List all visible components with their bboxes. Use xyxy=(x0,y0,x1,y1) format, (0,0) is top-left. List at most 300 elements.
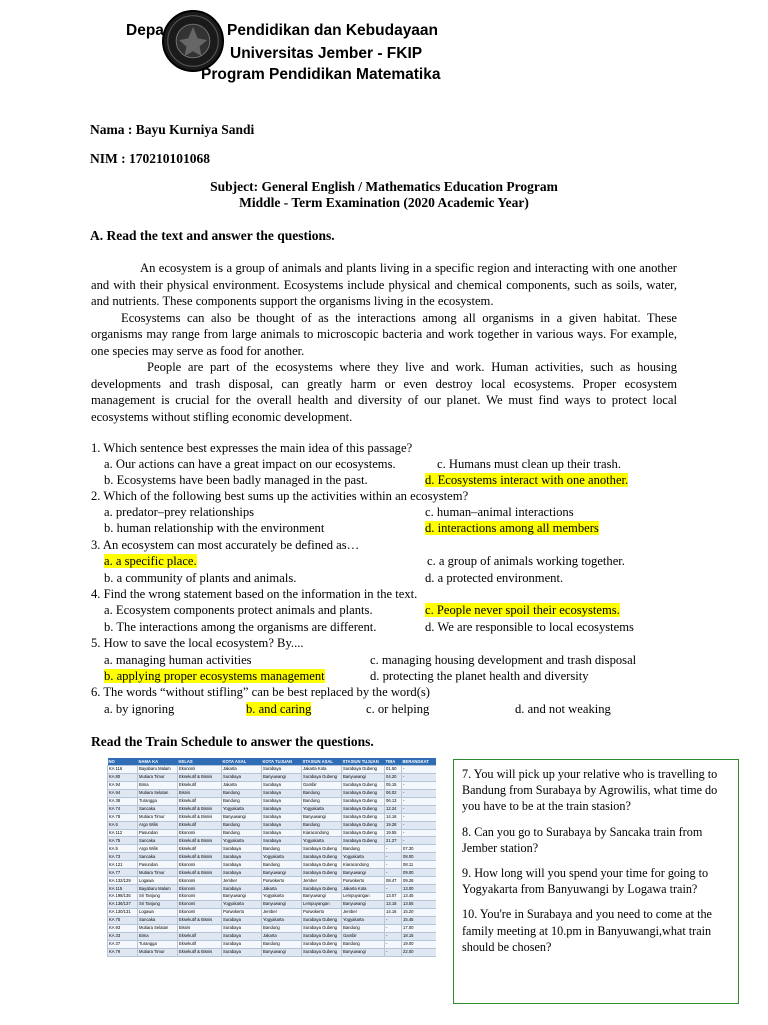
q2-option-d-answer: d. interactions among all members xyxy=(425,521,599,535)
table-cell: Purwokerto xyxy=(302,908,342,916)
table-cell: Yogyakarta xyxy=(302,805,342,813)
table-cell: Argo Wilis xyxy=(138,845,178,853)
q1-option-d-answer: d. Ecosystems interact with one another. xyxy=(425,473,629,487)
passage-paragraph-2: Ecosystems can also be thought of as the interactions among all organisms in a given habitat. These organisms may range from large animals to microscopic bacteria and work together in various ways. For example, one species may serve as food for another. xyxy=(91,310,677,358)
table-cell: 17.00 xyxy=(402,924,437,932)
table-cell: KA 132/129 xyxy=(108,877,138,885)
table-cell: Surabaya xyxy=(222,932,262,940)
table-cell: Surabaya xyxy=(262,821,302,829)
train-question-number: 7. xyxy=(462,767,472,781)
table-cell: - xyxy=(385,916,402,924)
table-cell: 19.28 xyxy=(385,821,402,829)
schedule-header-cell: KOTA ASAL xyxy=(222,758,262,766)
q6-option-a: a. by ignoring xyxy=(104,702,175,716)
passage-paragraph-1: An ecosystem is a group of animals and plants living in a specific region and interacting with one another and with their physical environment. Ecosystems include physical and chemical components, such as soils, water, and nutrients. These components support the organisms living in the ecosystem. xyxy=(91,261,677,308)
table-cell: Surabaya xyxy=(262,797,302,805)
q1-option-c: c. Humans must clean up their trash. xyxy=(437,457,621,471)
schedule-header-cell: NAMA KA xyxy=(138,758,178,766)
table-cell: Jakarta xyxy=(262,932,302,940)
table-cell: KA 198/135 xyxy=(108,893,138,901)
table-cell: Mutiara Timur xyxy=(138,773,178,781)
table-cell: Eksekutif & Bisnis xyxy=(178,916,222,924)
table-cell: Banyuwangi xyxy=(262,900,302,908)
table-cell: 19.00 xyxy=(402,940,437,948)
table-cell: Banyuwangi xyxy=(342,869,385,877)
table-cell: Logawa xyxy=(138,877,178,885)
table-cell: KA 6 xyxy=(108,821,138,829)
schedule-header-cell: KOTA TUJUAN xyxy=(262,758,302,766)
table-cell: 08.11 xyxy=(402,861,437,869)
table-cell: Kiaracondong xyxy=(302,829,342,837)
table-cell: KA 112 xyxy=(108,829,138,837)
table-row xyxy=(108,885,437,893)
table-cell: KA 79 xyxy=(108,948,138,956)
table-cell: Mutiara Timur xyxy=(138,813,178,821)
table-cell: Eksekutif xyxy=(178,821,222,829)
table-cell: Surabaya xyxy=(262,789,302,797)
passage-paragraph-3: People are part of the ecosystems where they live and work. Human activities, such as housing developments and trash disposal, can greatly harm or even destroy local ecosystems. Proper ecosystem management is crucial for the overall health and diversity of our planet. We must find ways to protect local ecosystems without stifling economic development. xyxy=(91,360,677,424)
table-cell: - xyxy=(402,766,437,774)
table-cell: - xyxy=(385,940,402,948)
table-cell: Bandung xyxy=(302,797,342,805)
table-cell: KA 78 xyxy=(108,813,138,821)
table-cell: Eksekutif xyxy=(178,781,222,789)
table-cell: 06.02 xyxy=(385,789,402,797)
q5-option-b-answer: b. applying proper ecosystems management xyxy=(104,669,325,683)
table-cell: - xyxy=(385,845,402,853)
table-cell: Surabaya xyxy=(262,805,302,813)
q1-option-a: a. Our actions can have a great impact on our ecosystems. xyxy=(104,457,396,471)
table-cell: Bima xyxy=(138,781,178,789)
table-cell: Surabaya xyxy=(222,948,262,956)
table-cell: Sancaka xyxy=(138,837,178,845)
question-4: 4. Find the wrong statement based on the information in the text. xyxy=(91,587,418,601)
train-question-number: 9. xyxy=(462,866,472,881)
q5-option-c: c. managing housing development and trash disposal xyxy=(370,653,637,667)
table-row xyxy=(108,781,437,789)
table-row xyxy=(108,773,437,781)
table-cell: 12.24 xyxy=(385,805,402,813)
table-cell: - xyxy=(402,781,437,789)
table-cell: Bisnis xyxy=(178,789,222,797)
table-cell: Surabaya xyxy=(262,781,302,789)
q3-option-c: c. a group of animals working together. xyxy=(427,554,625,568)
question-6: 6. The words “without stifling” can be best replaced by the word(s) xyxy=(91,685,431,699)
table-cell: Surabaya xyxy=(222,861,262,869)
q2-option-c: c. human–animal interactions xyxy=(425,505,574,519)
table-cell: KA 5 xyxy=(108,845,138,853)
table-cell: 18.15 xyxy=(402,932,437,940)
table-row xyxy=(108,821,437,829)
table-cell: Banyuwangi xyxy=(342,773,385,781)
table-row xyxy=(108,924,437,932)
table-cell: Bandung xyxy=(222,789,262,797)
table-cell: Surabaya Gubeng xyxy=(302,869,342,877)
table-cell: Banyuwangi xyxy=(302,813,342,821)
table-cell: Yogyakarta xyxy=(222,837,262,845)
question-2: 2. Which of the following best sums up the activities within an ecosystem? xyxy=(91,489,469,503)
table-cell: Banyuwangi xyxy=(342,948,385,956)
schedule-header-row xyxy=(108,758,437,766)
table-cell: Eksekutif xyxy=(178,940,222,948)
table-cell: 07.30 xyxy=(402,845,437,853)
table-cell: Bandung xyxy=(342,940,385,948)
table-cell: Turangga xyxy=(138,940,178,948)
table-cell: 04.20 xyxy=(385,773,402,781)
table-cell: - xyxy=(402,789,437,797)
table-cell: Surabaya Gubeng xyxy=(302,885,342,893)
train-question-10 xyxy=(462,906,730,955)
table-cell: Surabaya Gubeng xyxy=(302,932,342,940)
table-row xyxy=(108,789,437,797)
table-cell: KA 136/137 xyxy=(108,900,138,908)
table-cell: Surabaya xyxy=(222,940,262,948)
schedule-header-cell: KELAS xyxy=(178,758,222,766)
table-cell: Banyuwangi xyxy=(262,948,302,956)
table-cell: KA 74 xyxy=(108,805,138,813)
table-cell: - xyxy=(402,813,437,821)
q6-option-d: d. and not weaking xyxy=(515,702,611,716)
table-cell: Bandung xyxy=(262,924,302,932)
train-questions-box xyxy=(453,759,739,1004)
table-cell: Surabaya Gubeng xyxy=(302,861,342,869)
table-cell: Surabaya xyxy=(262,837,302,845)
table-row xyxy=(108,940,437,948)
train-question-text: You will pick up your relative who is travelling to Bandung from Surabaya by Agrowilis, what time do you have to be at the train stasion? xyxy=(462,767,718,814)
table-cell: Surabaya Gubeng xyxy=(342,797,385,805)
table-cell: Surabaya xyxy=(262,813,302,821)
table-cell: 06.13 xyxy=(385,797,402,805)
table-cell: Jakarta xyxy=(222,781,262,789)
table-cell: - xyxy=(385,853,402,861)
table-cell: Surabaya Gubeng xyxy=(342,821,385,829)
table-cell: Sri Tanjung xyxy=(138,893,178,901)
table-cell: Bandung xyxy=(222,829,262,837)
question-1: 1. Which sentence best expresses the main idea of this passage? xyxy=(91,441,413,455)
table-cell: 21.27 xyxy=(385,837,402,845)
table-cell: Surabaya xyxy=(222,924,262,932)
table-row xyxy=(108,797,437,805)
schedule-header-cell: NO xyxy=(108,758,138,766)
table-cell: Sri Tanjung xyxy=(138,900,178,908)
table-cell: Kiaracondong xyxy=(342,861,385,869)
table-cell: Ekonomi xyxy=(178,908,222,916)
table-cell: KA 73 xyxy=(108,853,138,861)
table-cell: Eksekutif & Bisnis xyxy=(178,869,222,877)
table-row xyxy=(108,766,437,774)
table-cell: Purwokerto xyxy=(342,877,385,885)
table-cell: 13.45 xyxy=(402,893,437,901)
table-row xyxy=(108,845,437,853)
table-cell: 15.45 xyxy=(402,916,437,924)
student-nim: NIM : 170210101068 xyxy=(90,151,210,166)
table-cell: Logawa xyxy=(138,908,178,916)
table-cell: 09.28 xyxy=(402,877,437,885)
table-cell: Jakarta xyxy=(262,885,302,893)
table-cell: KA 80 xyxy=(108,773,138,781)
table-cell: 15.20 xyxy=(402,908,437,916)
table-cell: Mutiara Selatan xyxy=(138,789,178,797)
train-question-text: Can you go to Surabaya by Sancaka train from Jember station? xyxy=(462,824,703,855)
table-cell: Jember xyxy=(222,877,262,885)
table-cell: Surabaya xyxy=(222,845,262,853)
table-cell: Jakarta Kota xyxy=(342,885,385,893)
table-cell: Surabaya Gubeng xyxy=(342,789,385,797)
table-cell: - xyxy=(402,821,437,829)
table-row xyxy=(108,932,437,940)
table-cell: Yogyakarta xyxy=(342,853,385,861)
table-cell: 19.55 xyxy=(385,829,402,837)
table-cell: Eksekutif xyxy=(178,845,222,853)
table-cell: 14.16 xyxy=(385,813,402,821)
train-section-title: Read the Train Schedule to answer the questions. xyxy=(91,734,374,749)
table-cell: Bandung xyxy=(222,821,262,829)
table-cell: KA 94 xyxy=(108,789,138,797)
table-cell: Mutiara Timur xyxy=(138,948,178,956)
table-cell: Bandung xyxy=(262,940,302,948)
table-cell: 22.00 xyxy=(402,948,437,956)
table-cell: Surabaya xyxy=(222,869,262,877)
q5-option-d: d. protecting the planet health and diversity xyxy=(370,669,589,683)
table-cell: Yogyakarta xyxy=(222,805,262,813)
table-row xyxy=(108,900,437,908)
table-cell: - xyxy=(402,805,437,813)
table-cell: Banyuwangi xyxy=(222,893,262,901)
table-cell: Banyuwangi xyxy=(302,893,342,901)
table-row xyxy=(108,805,437,813)
schedule-header-cell: BERANGKAT xyxy=(402,758,437,766)
q6-option-c: c. or helping xyxy=(366,702,430,716)
table-cell: KA 116 xyxy=(108,766,138,774)
table-cell: Bisnis xyxy=(178,924,222,932)
table-cell: Ekonomi xyxy=(178,885,222,893)
table-cell: Mutiara Selatan xyxy=(138,924,178,932)
question-3: 3. An ecosystem can most accurately be defined as… xyxy=(91,538,360,552)
table-cell: Eksekutif & Bisnis xyxy=(178,948,222,956)
table-cell: Yogyakarta xyxy=(342,916,385,924)
table-row xyxy=(108,893,437,901)
table-cell: Ekonomi xyxy=(178,766,222,774)
table-cell: Bandung xyxy=(222,797,262,805)
table-cell: Eksekutif & Bisnis xyxy=(178,853,222,861)
table-cell: Eksekutif xyxy=(178,797,222,805)
table-cell: Surabaya Gubeng xyxy=(302,948,342,956)
table-cell: Surabaya Gubeng xyxy=(302,853,342,861)
table-cell: - xyxy=(402,837,437,845)
table-cell: Bandung xyxy=(302,821,342,829)
university-seal-icon xyxy=(164,12,222,70)
table-cell: 13.00 xyxy=(402,885,437,893)
train-question-7 xyxy=(462,766,730,815)
table-cell: 13.18 xyxy=(385,900,402,908)
table-cell: Bandung xyxy=(342,845,385,853)
q4-option-d: d. We are responsible to local ecosystems xyxy=(425,620,634,634)
table-cell: 09.00 xyxy=(402,869,437,877)
table-cell: Ekonomi xyxy=(178,877,222,885)
table-cell: - xyxy=(385,869,402,877)
table-cell: 14.16 xyxy=(385,908,402,916)
train-schedule-table xyxy=(107,758,436,957)
table-row xyxy=(108,948,437,956)
table-cell: Sancaka xyxy=(138,853,178,861)
table-cell: Jakarta Kota xyxy=(302,766,342,774)
exam-subject: Subject: General English / Mathematics Education Program xyxy=(210,179,558,194)
table-cell: Surabaya xyxy=(222,916,262,924)
table-cell: Pasundan xyxy=(138,829,178,837)
train-question-text: You're in Surabaya and you need to come at the family meeting at 10.pm in Banyuwangi,what train should be chosen? xyxy=(462,907,712,954)
table-cell: Jakarta xyxy=(222,766,262,774)
train-question-text: How long will you spend your time for going to Yogyakarta from Banyuwangi by Logawa train? xyxy=(462,866,709,897)
table-cell: 08.47 xyxy=(385,877,402,885)
table-cell: Lempuyangan xyxy=(342,893,385,901)
table-cell: Eksekutif & Bisnis xyxy=(178,773,222,781)
table-cell: Yogyakarta xyxy=(222,900,262,908)
table-cell: Gambir xyxy=(302,781,342,789)
table-cell: Turangga xyxy=(138,797,178,805)
table-cell: Bandung xyxy=(302,789,342,797)
q3-option-a-answer: a. a specific place. xyxy=(104,554,197,568)
table-cell: Banyuwangi xyxy=(342,900,385,908)
table-cell: Surabaya Gubeng xyxy=(342,781,385,789)
table-row xyxy=(108,877,437,885)
table-cell: KA 93 xyxy=(108,924,138,932)
q3-option-b: b. a community of plants and animals. xyxy=(104,571,297,585)
table-cell: Surabaya Gubeng xyxy=(302,845,342,853)
table-cell: 13.07 xyxy=(385,893,402,901)
table-cell: Gambir xyxy=(342,932,385,940)
table-cell: Pasundan xyxy=(138,861,178,869)
table-cell: KA 130/131 xyxy=(108,908,138,916)
table-cell: Surabaya xyxy=(262,829,302,837)
table-cell: KA 94 xyxy=(108,781,138,789)
table-cell: - xyxy=(385,885,402,893)
header-line1-left: Depa xyxy=(126,22,164,39)
table-cell: Ekonomi xyxy=(178,900,222,908)
table-cell: Ekonomi xyxy=(178,861,222,869)
table-cell: KA 33 xyxy=(108,932,138,940)
table-cell: Yogyakarta xyxy=(302,837,342,845)
q3-option-d: d. a protected environment. xyxy=(425,571,564,585)
table-row xyxy=(108,861,437,869)
table-cell: Surabaya Gubeng xyxy=(342,805,385,813)
schedule-header-cell: TIBA xyxy=(385,758,402,766)
table-cell: Banyuwangi xyxy=(222,813,262,821)
table-cell: Ekonomi xyxy=(178,893,222,901)
table-cell: Jember xyxy=(342,908,385,916)
table-row xyxy=(108,813,437,821)
table-cell: KA 38 xyxy=(108,797,138,805)
train-question-number: 10. xyxy=(462,907,478,922)
table-cell: 01.50 xyxy=(385,766,402,774)
q4-option-c-answer: c. People never spoil their ecosystems. xyxy=(425,603,620,617)
table-cell: Jember xyxy=(262,908,302,916)
table-cell: KA 77 xyxy=(108,869,138,877)
table-cell: - xyxy=(402,773,437,781)
table-row xyxy=(108,869,437,877)
table-cell: - xyxy=(385,861,402,869)
train-schedule xyxy=(107,758,436,1025)
table-cell: KA 75 xyxy=(108,916,138,924)
table-cell: Eksekutif & Bisnis xyxy=(178,805,222,813)
table-cell: Surabaya Gubeng xyxy=(342,766,385,774)
table-cell: Surabaya Gubeng xyxy=(302,924,342,932)
table-row xyxy=(108,916,437,924)
table-cell: Sancaka xyxy=(138,805,178,813)
table-cell: Surabaya xyxy=(222,773,262,781)
section-a-title: A. Read the text and answer the questions. xyxy=(90,228,335,243)
table-cell: Surabaya Gubeng xyxy=(302,916,342,924)
table-cell: Banyuwangi xyxy=(262,869,302,877)
table-cell: - xyxy=(385,924,402,932)
q6-option-b-answer: b. and caring xyxy=(246,702,312,716)
train-question-8 xyxy=(462,824,730,856)
table-cell: Mutiara Timur xyxy=(138,869,178,877)
table-cell: Bayabaru Malam xyxy=(138,766,178,774)
q1-option-b: b. Ecosystems have been badly managed in the past. xyxy=(104,473,368,487)
table-cell: Surabaya xyxy=(222,885,262,893)
table-cell: Surabaya Gubeng xyxy=(302,940,342,948)
table-row xyxy=(108,837,437,845)
table-cell: KA 121 xyxy=(108,861,138,869)
table-cell: Jember xyxy=(302,877,342,885)
table-cell: Bima xyxy=(138,932,178,940)
table-cell: Yogyakarta xyxy=(262,853,302,861)
header-line2: Universitas Jember - FKIP xyxy=(230,45,423,62)
table-cell: Yogyakarta xyxy=(262,916,302,924)
table-cell: Eksekutif xyxy=(178,932,222,940)
table-cell: Surabaya Gubeng xyxy=(302,773,342,781)
table-cell: Ekonomi xyxy=(178,829,222,837)
train-question-number: 8. xyxy=(462,824,472,839)
table-cell: 13.55 xyxy=(402,900,437,908)
table-cell: - xyxy=(402,829,437,837)
train-question-9 xyxy=(462,865,730,897)
table-cell: KA 75 xyxy=(108,837,138,845)
table-cell: Bandung xyxy=(262,861,302,869)
table-cell: KA 37 xyxy=(108,940,138,948)
table-cell: Purwokerto xyxy=(222,908,262,916)
table-row xyxy=(108,853,437,861)
table-cell: 08.00 xyxy=(402,853,437,861)
table-row xyxy=(108,908,437,916)
header-line1-right: Pendidikan dan Kebudayaan xyxy=(227,22,439,39)
table-cell: Surabaya Gubeng xyxy=(342,813,385,821)
table-row xyxy=(108,829,437,837)
table-cell: KA 115 xyxy=(108,885,138,893)
table-cell: Yogyakarta xyxy=(262,893,302,901)
table-cell: Bandung xyxy=(342,924,385,932)
table-cell: - xyxy=(402,797,437,805)
table-cell: Eksekutif & Bisnis xyxy=(178,837,222,845)
table-cell: Surabaya xyxy=(222,853,262,861)
table-cell: 05.15 xyxy=(385,781,402,789)
table-cell: Argo Wilis xyxy=(138,821,178,829)
exam-term: Middle - Term Examination (2020 Academic Year) xyxy=(239,195,529,210)
table-cell: Bayabaru Malam xyxy=(138,885,178,893)
table-cell: Surabaya Gubeng xyxy=(342,837,385,845)
table-cell: Eksekutif & Bisnis xyxy=(178,813,222,821)
reading-passage xyxy=(91,260,677,425)
table-cell: Banyuwangi xyxy=(262,773,302,781)
q5-option-a: a. managing human activities xyxy=(104,653,252,667)
header-line3: Program Pendidikan Matematika xyxy=(201,66,441,83)
table-cell: Surabaya Gubeng xyxy=(342,829,385,837)
q4-option-b: b. The interactions among the organisms are different. xyxy=(104,620,377,634)
q2-option-b: b. human relationship with the environment xyxy=(104,521,325,535)
question-5: 5. How to save the local ecosystem? By.... xyxy=(91,636,304,650)
table-cell: Purwokerto xyxy=(262,877,302,885)
q2-option-a: a. predator–prey relationships xyxy=(104,505,255,519)
